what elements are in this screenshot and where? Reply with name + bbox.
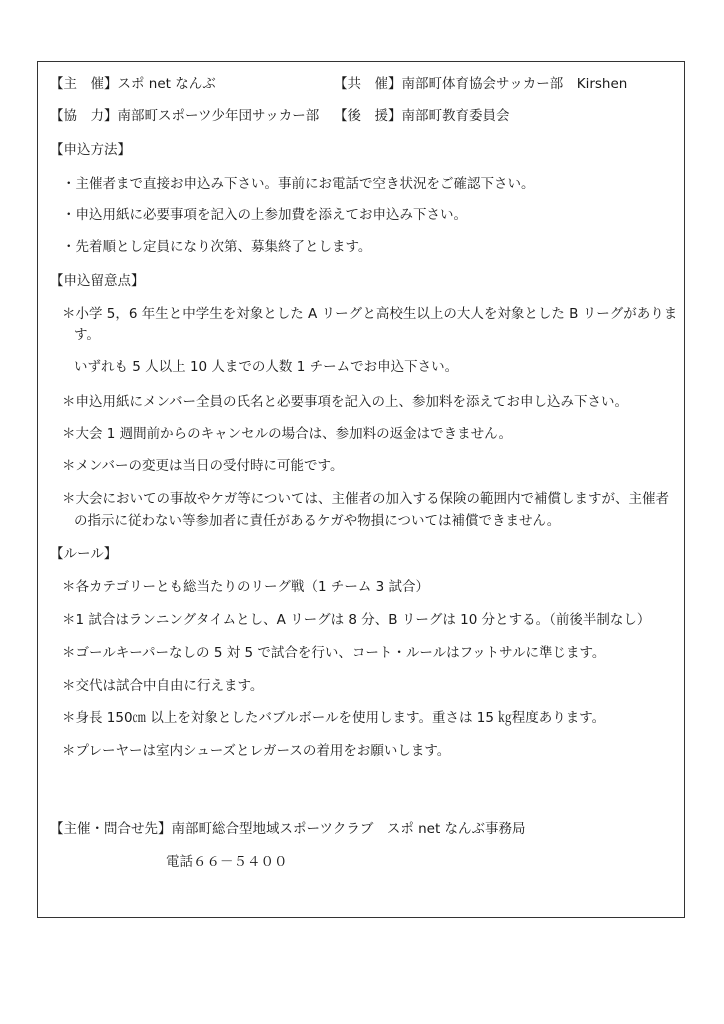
notes-title: 【申込留意点】 — [50, 273, 145, 289]
rule-item: ＊交代は試合中自由に行えます。 — [62, 678, 264, 694]
note-item-continuation: いずれも 5 人以上 10 人までの人数 1 チームでお申込下さい。 — [74, 359, 459, 375]
contact-label: 【主催・問合せ先】南部町総合型地域スポーツクラブ スポ net なんぶ事務局 — [50, 821, 526, 837]
note-item: ＊メンバーの変更は当日の受付時に可能です。 — [62, 458, 344, 474]
cohost: 【共 催】南部町体育協会サッカー部 Kirshen — [334, 76, 628, 92]
note-item: ＊大会においての事故やケガ等については、主催者の加入する保険の範囲内で補償しますが、主催者 — [62, 491, 669, 507]
contact-phone: 電話６６－５４００ — [166, 854, 288, 870]
rule-item: ＊プレーヤーは室内シューズとレガースの着用をお願いします。 — [62, 743, 451, 759]
rule-item: ＊各カテゴリーとも総当たりのリーグ戦（1 チーム 3 試合） — [62, 579, 430, 595]
rules-title: 【ルール】 — [50, 546, 118, 562]
rule-item: ＊1 試合はランニングタイムとし、A リーグは 8 分、B リーグは 10 分とする。（前後半制なし） — [62, 612, 651, 628]
note-item-continuation: の指示に従わない等参加者に責任があるケガや物損については補償できません。 — [74, 513, 561, 529]
note-item: ＊申込用紙にメンバー全員の氏名と必要事項を記入の上、参加料を添えてお申し込み下さい。 — [62, 394, 629, 410]
application-method-title: 【申込方法】 — [50, 142, 131, 158]
application-item: ・申込用紙に必要事項を記入の上参加費を添えてお申込み下さい。 — [62, 207, 467, 223]
organizer: 【主 催】スポ net なんぶ — [50, 76, 216, 92]
note-item: ＊大会 1 週間前からのキャンセルの場合は、参加料の返金はできません。 — [62, 426, 512, 442]
application-item: ・主催者まで直接お申込み下さい。事前にお電話で空き状況をご確認下さい。 — [62, 176, 535, 192]
rule-item: ＊身長 150㎝ 以上を対象としたバブルボールを使用します。重さは 15 ㎏程度あります。 — [62, 710, 606, 726]
support: 【後 援】南部町教育委員会 — [334, 108, 510, 124]
application-item: ・先着順とし定員になり次第、募集終了とします。 — [62, 239, 372, 255]
note-item: ＊小学 5，6 年生と中学生を対象とした A リーグと高校生以上の大人を対象とした B リーグがありま — [62, 306, 678, 322]
note-item-continuation: す。 — [74, 327, 100, 343]
cooperation: 【協 力】南部町スポーツ少年団サッカー部 — [50, 108, 320, 124]
rule-item: ＊ゴールキーパーなしの 5 対 5 で試合を行い、コート・ルールはフットサルに準じます。 — [62, 645, 606, 661]
